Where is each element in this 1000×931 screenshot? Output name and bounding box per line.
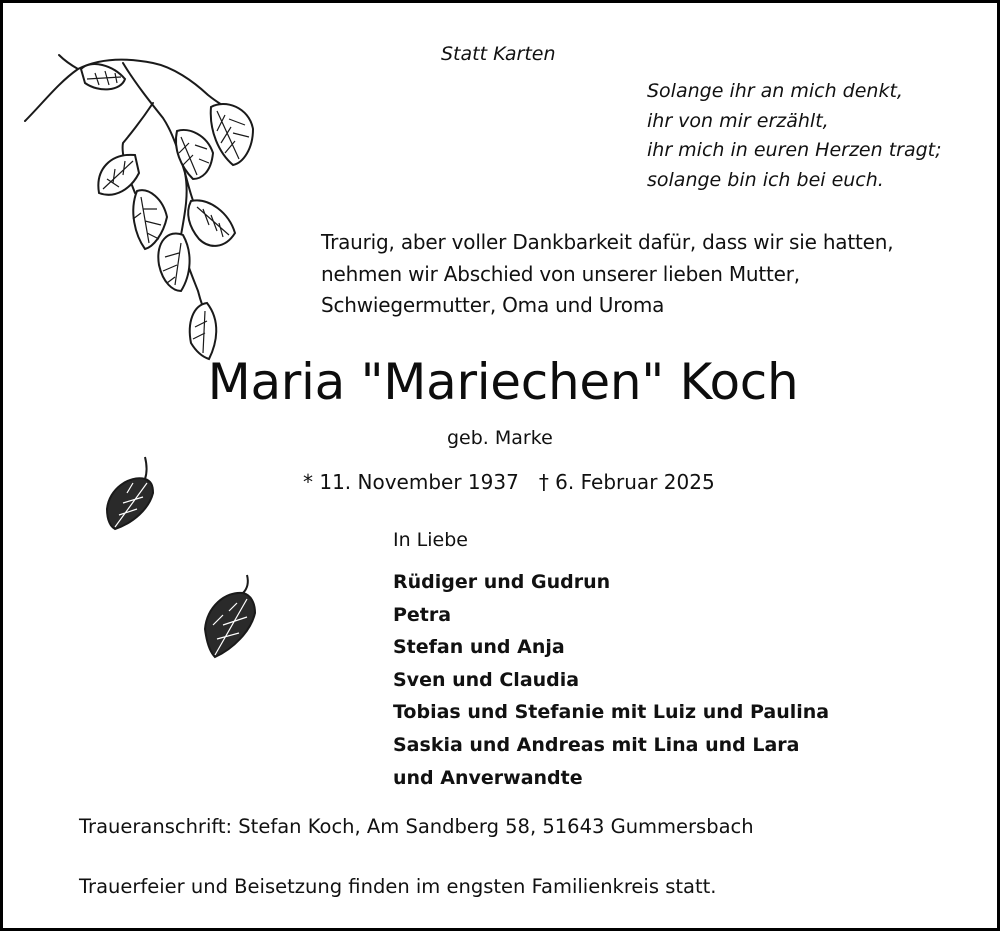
mourner: Tobias und Stefanie mit Luiz und Paulina [393, 701, 830, 724]
birth-date: * 11. November 1937 [303, 470, 519, 494]
lead-line: Traurig, aber voller Dankbarkeit dafür, dass wir sie hatten, [321, 230, 894, 254]
lead-line: Schwiegermutter, Oma und Uroma [321, 293, 665, 317]
mourner: Petra [393, 603, 452, 626]
statt-karten-label: Statt Karten [441, 43, 556, 65]
mourner: Rüdiger und Gudrun [393, 571, 611, 593]
ceremony-notice: Trauerfeier und Beisetzung finden im engsten Familienkreis statt. [79, 875, 717, 898]
poem-line: ihr von mir erzählt, [647, 109, 829, 132]
poem-line: solange bin ich bei euch. [647, 168, 884, 191]
lead-text [321, 227, 893, 322]
maiden-name: geb. Marke [447, 427, 553, 449]
mourner: Sven und Claudia [393, 668, 580, 691]
leaf-icon [205, 575, 255, 657]
death-date: † 6. Februar 2025 [538, 470, 715, 494]
mourning-address: Traueranschrift: Stefan Koch, Am Sandberg 58, 51643 Gummersbach [79, 815, 754, 838]
life-dates [303, 470, 715, 494]
mourner: Saskia und Andreas mit Lina und Lara [393, 733, 800, 756]
leaf-icon [107, 457, 153, 529]
lead-line: nehmen wir Abschied von unserer lieben Mutter, [321, 261, 800, 286]
poem [647, 77, 942, 195]
poem-line: ihr mich in euren Herzen tragt; [647, 139, 942, 161]
mourner: und Anverwandte [393, 766, 583, 789]
poem-line: Solange ihr an mich denkt, [647, 80, 903, 102]
mourners-list [393, 566, 829, 794]
in-liebe-label: In Liebe [393, 529, 468, 551]
deceased-name: Maria "Mariechen" Koch [207, 353, 799, 411]
mourner: Stefan und Anja [393, 636, 565, 659]
